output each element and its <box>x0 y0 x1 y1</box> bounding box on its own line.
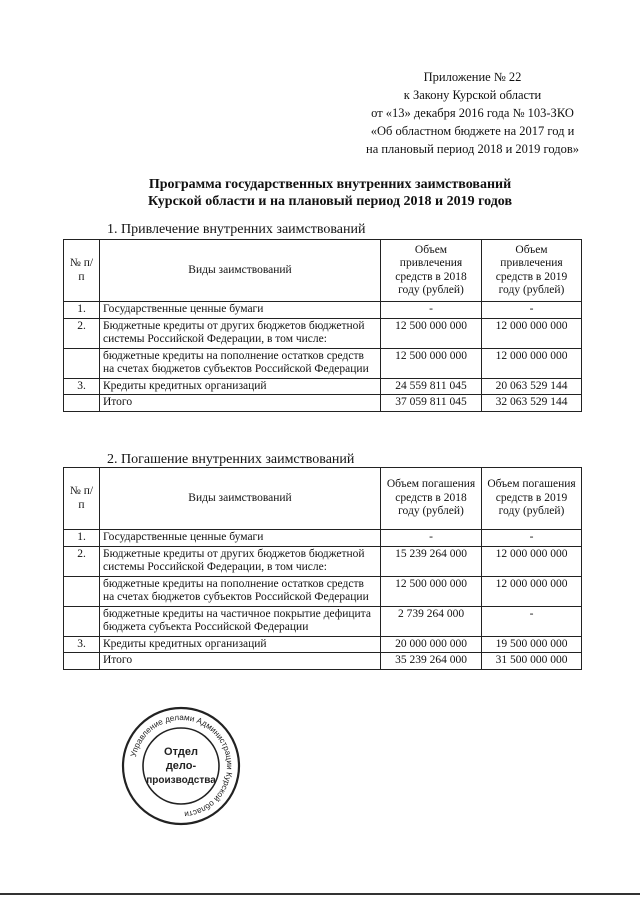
office-stamp <box>120 705 242 827</box>
row-2018: 35 239 264 000 <box>381 653 482 670</box>
row-2018: 24 559 811 045 <box>381 378 482 395</box>
row-type: бюджетные кредиты на пополнение остатков средств на счетах бюджетов субъектов Российской Федерации <box>100 576 381 606</box>
table-row <box>64 546 582 576</box>
row-num <box>64 576 100 606</box>
table-row <box>64 348 582 378</box>
row-type: Государственные ценные бумаги <box>100 302 381 319</box>
row-type: Кредиты кредитных организаций <box>100 378 381 395</box>
row-num: 2. <box>64 318 100 348</box>
appendix-line: Приложение № 22 <box>423 70 522 84</box>
stamp-ring-text: Управление делами Администрации Курской области <box>128 712 235 819</box>
header-num: № п/п <box>64 468 100 530</box>
row-2019: - <box>482 302 582 319</box>
row-num: 3. <box>64 378 100 395</box>
appendix-line: «Об областном бюджете на 2017 год и <box>370 124 575 138</box>
page-bottom-border <box>0 893 640 895</box>
table-row <box>64 302 582 319</box>
table-row <box>64 530 582 547</box>
row-num: 1. <box>64 302 100 319</box>
row-num: 1. <box>64 530 100 547</box>
title-line-1: Программа государственных внутренних заимствований <box>148 177 512 192</box>
table-row <box>64 378 582 395</box>
table-row <box>64 318 582 348</box>
table-header-row <box>64 468 582 530</box>
row-type: Кредиты кредитных организаций <box>100 636 381 653</box>
row-type: Итого <box>100 395 381 412</box>
row-type: Бюджетные кредиты от других бюджетов бюджетной системы Российской Федерации, в том числе: <box>100 546 381 576</box>
row-2018: 12 500 000 000 <box>381 576 482 606</box>
appendix-line: на плановый период 2018 и 2019 годов» <box>366 142 579 156</box>
title-line-2: Курской области и на плановый период 2018 и 2019 годов <box>147 194 513 209</box>
row-2019: 32 063 529 144 <box>482 395 582 412</box>
row-2019: 12 000 000 000 <box>482 546 582 576</box>
row-2018: 37 059 811 045 <box>381 395 482 412</box>
row-num <box>64 395 100 412</box>
appendix-line: к Закону Курской области <box>403 88 542 102</box>
table-row-total <box>64 395 582 412</box>
header-2019: Объем погашения средств в 2019 году (рублей) <box>482 468 582 530</box>
row-type: бюджетные кредиты на частичное покрытие дефицита бюджета субъекта Российской Федерации <box>100 606 381 636</box>
appendix-line: от «13» декабря 2016 года № 103-ЗКО <box>371 106 574 120</box>
row-2018: 12 500 000 000 <box>381 348 482 378</box>
row-2019: - <box>482 606 582 636</box>
stamp-center-line: дело- <box>165 760 197 772</box>
repayment-table <box>63 467 582 670</box>
row-num: 3. <box>64 636 100 653</box>
row-2018: 2 739 264 000 <box>381 606 482 636</box>
header-type: Виды заимствований <box>100 468 381 530</box>
row-2019: 20 063 529 144 <box>482 378 582 395</box>
header-2018: Объем погашения средств в 2018 году (рублей) <box>381 468 482 530</box>
section-1-title: 1. Привлечение внутренних заимствований <box>107 222 366 237</box>
header-num: № п/п <box>64 240 100 302</box>
table-header-row <box>64 240 582 302</box>
row-num <box>64 653 100 670</box>
appendix-header <box>345 68 600 158</box>
table-row <box>64 576 582 606</box>
row-2019: 12 000 000 000 <box>482 348 582 378</box>
section-2-title: 2. Погашение внутренних заимствований <box>107 452 355 467</box>
row-type: Итого <box>100 653 381 670</box>
row-2019: 31 500 000 000 <box>482 653 582 670</box>
row-2018: - <box>381 302 482 319</box>
borrowing-table <box>63 239 582 412</box>
header-2018: Объем привлечения средств в 2018 году (рублей) <box>381 240 482 302</box>
stamp-center-line: производства <box>146 775 216 786</box>
document-title <box>80 176 580 210</box>
row-2019: 19 500 000 000 <box>482 636 582 653</box>
row-type: Государственные ценные бумаги <box>100 530 381 547</box>
row-num <box>64 348 100 378</box>
row-2019: 12 000 000 000 <box>482 576 582 606</box>
table-row-total <box>64 653 582 670</box>
header-type: Виды заимствований <box>100 240 381 302</box>
row-num <box>64 606 100 636</box>
row-2018: - <box>381 530 482 547</box>
row-type: Бюджетные кредиты от других бюджетов бюджетной системы Российской Федерации, в том числе: <box>100 318 381 348</box>
row-2018: 12 500 000 000 <box>381 318 482 348</box>
header-2019: Объем привлечения средств в 2019 году (рублей) <box>482 240 582 302</box>
row-type: бюджетные кредиты на пополнение остатков средств на счетах бюджетов субъектов Российской Федерации <box>100 348 381 378</box>
table-row <box>64 636 582 653</box>
row-2019: 12 000 000 000 <box>482 318 582 348</box>
row-num: 2. <box>64 546 100 576</box>
row-2018: 15 239 264 000 <box>381 546 482 576</box>
row-2019: - <box>482 530 582 547</box>
stamp-center-line: Отдел <box>164 746 198 758</box>
table-row <box>64 606 582 636</box>
row-2018: 20 000 000 000 <box>381 636 482 653</box>
